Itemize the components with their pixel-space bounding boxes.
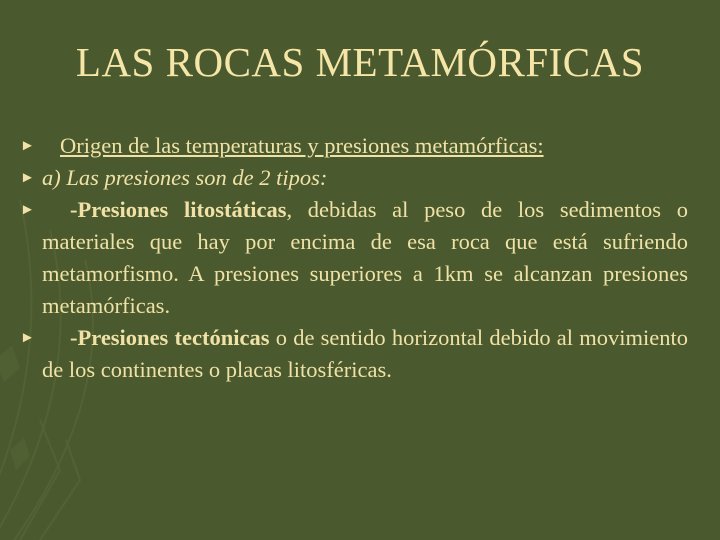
pressure-types-text: a) Las presiones son de 2 tipos: [42,165,328,190]
lithostatic-term: -Presiones litostáticas [70,197,287,222]
list-item [20,130,688,162]
slide-title: LAS ROCAS METAMÓRFICAS [75,39,645,85]
list-item [20,322,688,386]
list-item [20,162,688,194]
list-item [20,194,688,322]
slide-body [20,130,688,386]
bullet-arrow-icon: ► [20,202,35,218]
lithostatic-description: , debidas al peso de los sedimentos o materiales que hay por encima de esa roca que está sufriendo metamorfismo. A presiones superiores a 1km se alcanzan presiones metamórficas. [42,197,688,318]
bullet-arrow-icon: ► [20,330,35,346]
bullet-arrow-icon: ► [20,170,35,186]
origin-link[interactable]: Origen de las temperaturas y presiones metamórficas: [60,133,544,158]
bullet-arrow-icon: ► [20,138,35,154]
tectonic-description: o de sentido horizontal debido al movimiento de los continentes o placas litosféricas. [42,325,688,382]
tectonic-term: -Presiones tectónicas [70,325,270,350]
